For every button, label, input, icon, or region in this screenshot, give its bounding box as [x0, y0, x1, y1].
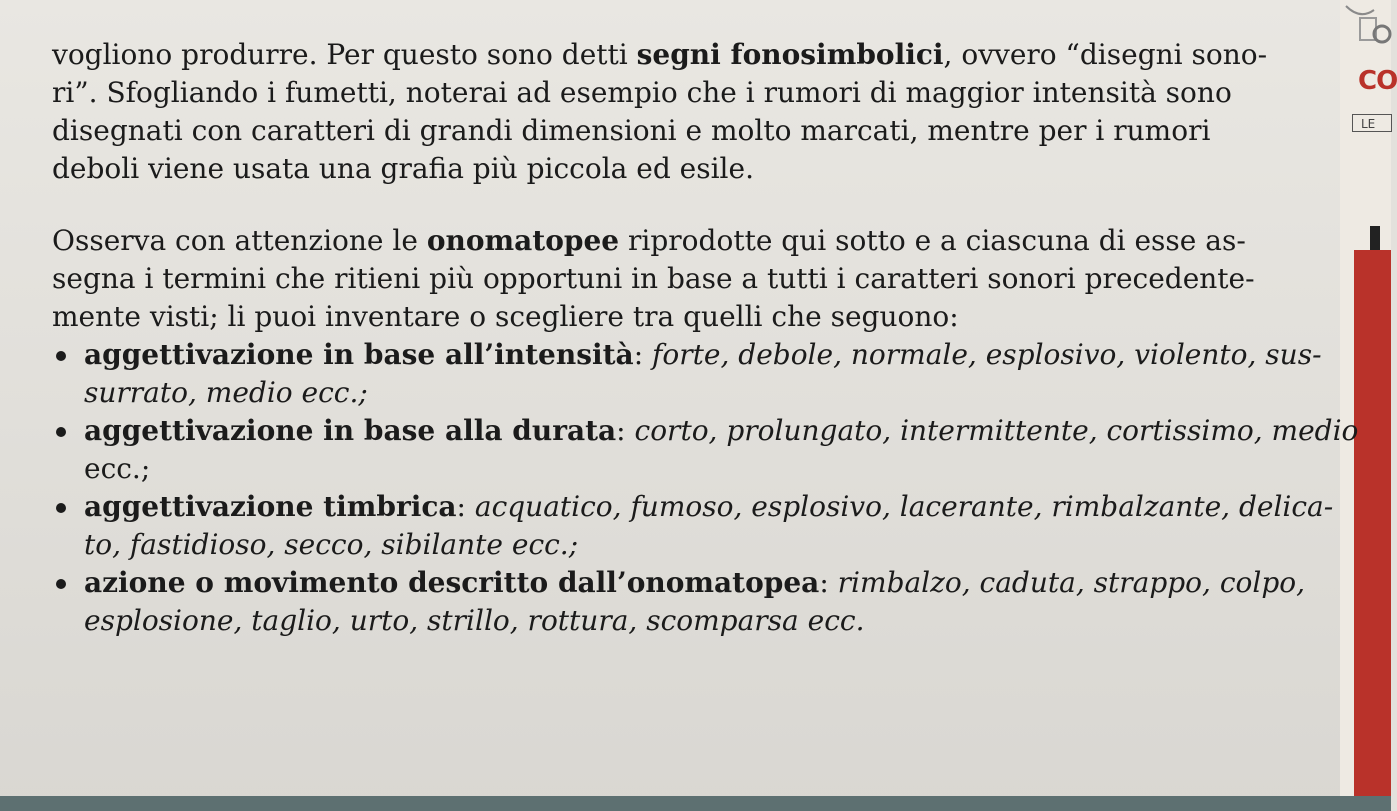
bullet-icon — [56, 503, 66, 513]
bullet-label: azione o movimento descritto dall’onomatopea — [84, 566, 820, 599]
text-run: riprodotte qui sotto e a ciascuna di esse as- — [619, 224, 1246, 257]
paragraph1-line3: disegnati con caratteri di grandi dimensioni e molto marcati, mentre per i rumori — [52, 114, 1211, 147]
bullet-icon — [56, 579, 66, 589]
bullet-item-timbre — [52, 488, 1352, 526]
bold-term: segni fonosimbolici — [636, 38, 944, 71]
bullet-list — [52, 336, 1359, 640]
bullet-icon — [56, 427, 66, 437]
text-run: vogliono produrre. Per questo sono detti — [52, 38, 637, 71]
paragraph1-line1 — [52, 36, 1352, 74]
accent-band — [1354, 250, 1391, 811]
bullet-continuation: to, fastidioso, secco, sibilante ecc.; — [84, 528, 579, 561]
bullet-continuation: ecc.; — [84, 452, 151, 485]
margin-marker — [1370, 226, 1380, 250]
page-edge-shadow — [0, 796, 1391, 811]
bullet-terms: forte, debole, normale, esplosivo, violento, sus- — [652, 338, 1322, 371]
paragraph1-line2: ri”. Sfogliando i fumetti, noterai ad esempio che i rumori di maggior intensità sono — [52, 76, 1232, 109]
paragraph1-line4: deboli viene usata una grafia più piccola ed esile. — [52, 152, 754, 185]
bullet-terms: acquatico, fumoso, esplosivo, lacerante, rimbalzante, delica- — [474, 490, 1334, 523]
bullet-separator: : — [456, 490, 475, 523]
bullet-continuation: esplosione, taglio, urto, strillo, rottura, scomparsa ecc. — [84, 604, 865, 637]
bullet-item-intensity — [52, 336, 1352, 374]
bullet-icon — [56, 351, 66, 361]
margin-heading: CO — [1358, 66, 1397, 96]
bullet-label: aggettivazione in base all’intensità — [84, 338, 634, 371]
bullet-terms: corto, prolungato, intermittente, cortissimo, medio — [634, 414, 1359, 447]
paragraph2-line3: mente visti; li puoi inventare o scegliere tra quelli che seguono: — [52, 300, 959, 333]
bullet-label: aggettivazione in base alla durata — [84, 414, 617, 447]
bullet-separator: : — [633, 338, 653, 371]
bullet-terms: rimbalzo, caduta, strappo, colpo, — [837, 566, 1306, 599]
bullet-continuation: surrato, medio ecc.; — [84, 376, 368, 409]
paragraph2-line2: segna i termini che ritieni più opportuni in base a tutti i caratteri sonori precedente- — [52, 262, 1255, 295]
body-text — [52, 36, 1359, 640]
bullet-separator: : — [616, 414, 635, 447]
bold-term: onomatopee — [426, 224, 620, 257]
text-run: , ovvero “disegni sono- — [943, 38, 1268, 71]
margin-tag: LE — [1352, 114, 1392, 132]
bullet-separator: : — [819, 566, 838, 599]
paragraph-gap — [52, 188, 1352, 222]
text-run: Osserva con attenzione le — [52, 224, 427, 257]
bullet-item-duration — [52, 412, 1359, 450]
bullet-label: aggettivazione timbrica — [84, 490, 457, 523]
bullet-item-action — [52, 564, 1352, 602]
paragraph2-line1 — [52, 222, 1352, 260]
